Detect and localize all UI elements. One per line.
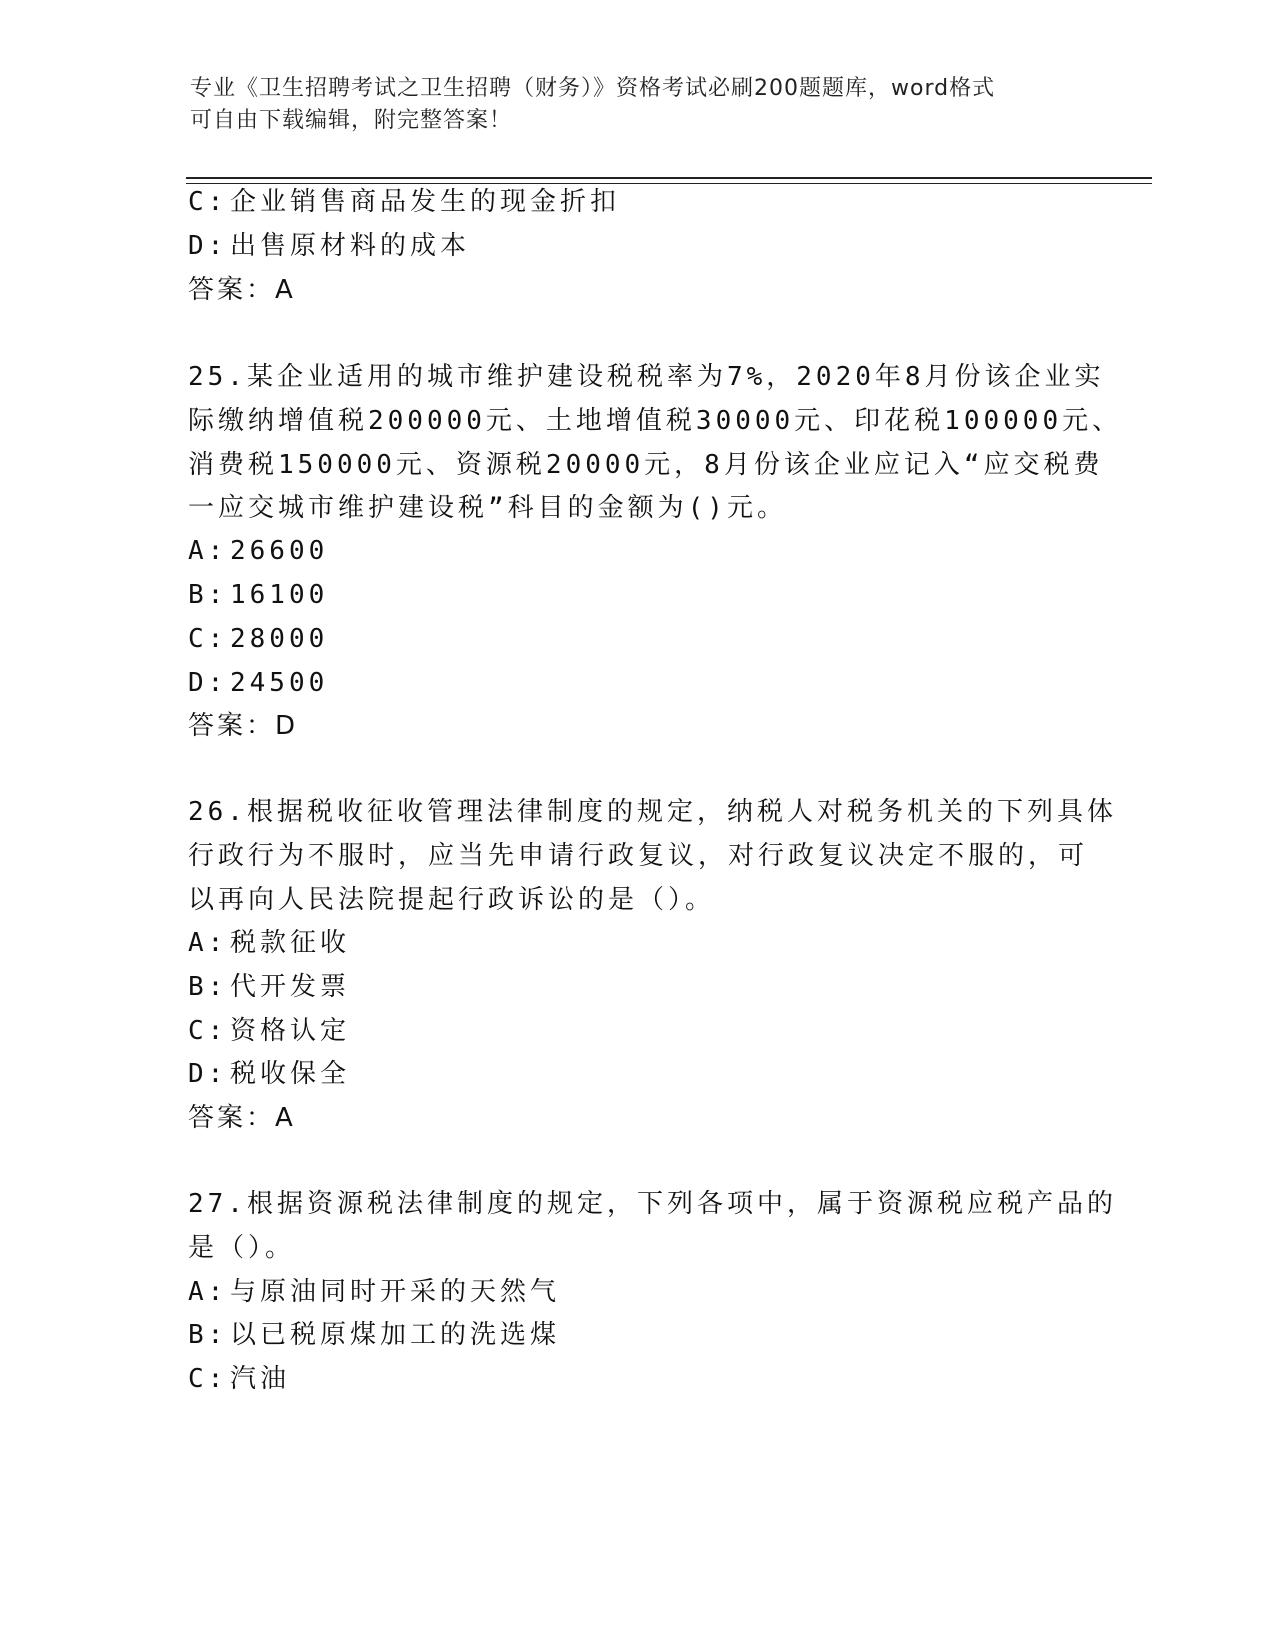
- q25-stem-line-3: 消费税150000元、资源税20000元，8月份该企业应记入“应交税费: [188, 450, 1104, 480]
- header-line-1: 专业《卫生招聘考试之卫生招聘（财务）》资格考试必刷200题题库，word格式: [190, 76, 996, 101]
- option-label: D:: [188, 1059, 228, 1089]
- q26-stem-line-1: 26.根据税收征收管理法律制度的规定，纳税人对税务机关的下列具体: [188, 797, 1117, 827]
- q26-option-b: [188, 972, 350, 1002]
- option-text: 以已税原煤加工的洗选煤: [230, 1320, 561, 1350]
- option-text: 税款征收: [230, 928, 351, 958]
- option-label: D:: [188, 668, 228, 698]
- option-label: C:: [188, 187, 228, 217]
- q26-option-d: [188, 1059, 350, 1089]
- q27-option-b: [188, 1320, 560, 1350]
- option-text: 汽油: [230, 1364, 291, 1394]
- q26-stem-line-2: 行政行为不服时，应当先申请行政复议，对行政复议决定不服的，可: [188, 841, 1089, 871]
- q25-stem-line-2: 际缴纳增值税200000元、土地增值税30000元、印花税100000元、: [188, 406, 1123, 436]
- option-text: 税收保全: [230, 1059, 351, 1089]
- option-label: C:: [188, 1016, 228, 1046]
- option-text: 16100: [230, 580, 329, 610]
- q27-option-a: [188, 1277, 560, 1307]
- q25-answer: 答案：D: [188, 711, 299, 741]
- option-text: 24500: [230, 668, 329, 698]
- header-divider-thin: [186, 183, 1152, 184]
- option-label: C:: [188, 1364, 228, 1394]
- option-text: 出售原材料的成本: [230, 231, 471, 261]
- option-text: 企业销售商品发生的现金折扣: [230, 187, 621, 217]
- q27-stem-line-2: 是（）。: [188, 1233, 296, 1263]
- q26-option-a: [188, 928, 350, 958]
- option-text: 28000: [230, 624, 329, 654]
- q25-stem-line-4: 一应交城市维护建设税”科目的金额为()元。: [188, 493, 787, 523]
- q25-option-b: [188, 580, 328, 610]
- document-header: [190, 73, 1080, 137]
- option-label: A:: [188, 928, 228, 958]
- option-label: B:: [188, 580, 228, 610]
- option-text: 26600: [230, 536, 329, 566]
- q27-option-c: [188, 1364, 290, 1394]
- option-label: A:: [188, 536, 228, 566]
- option-label: D:: [188, 231, 228, 261]
- option-label: A:: [188, 1277, 228, 1307]
- q25-option-a: [188, 536, 328, 566]
- option-text: 代开发票: [230, 972, 351, 1002]
- option-label: C:: [188, 624, 228, 654]
- q24-answer: 答案：A: [188, 275, 296, 305]
- q25-stem-line-1: 25.某企业适用的城市维护建设税税率为7%，2020年8月份该企业实: [188, 362, 1105, 392]
- q24-option-d: [188, 231, 470, 261]
- option-text: 资格认定: [230, 1016, 351, 1046]
- q27-stem-line-1: 27.根据资源税法律制度的规定，下列各项中，属于资源税应税产品的: [188, 1189, 1117, 1219]
- q26-answer: 答案：A: [188, 1103, 296, 1133]
- q26-stem-line-3: 以再向人民法院提起行政诉讼的是（）。: [188, 885, 716, 915]
- q25-option-d: [188, 668, 328, 698]
- header-divider-thick: [186, 177, 1152, 179]
- q25-option-c: [188, 624, 328, 654]
- q24-option-c: [188, 187, 620, 217]
- option-label: B:: [188, 972, 228, 1002]
- q26-option-c: [188, 1016, 350, 1046]
- option-text: 与原油同时开采的天然气: [230, 1277, 561, 1307]
- option-label: B:: [188, 1320, 228, 1350]
- header-line-2: 可自由下载编辑，附完整答案！: [190, 108, 513, 133]
